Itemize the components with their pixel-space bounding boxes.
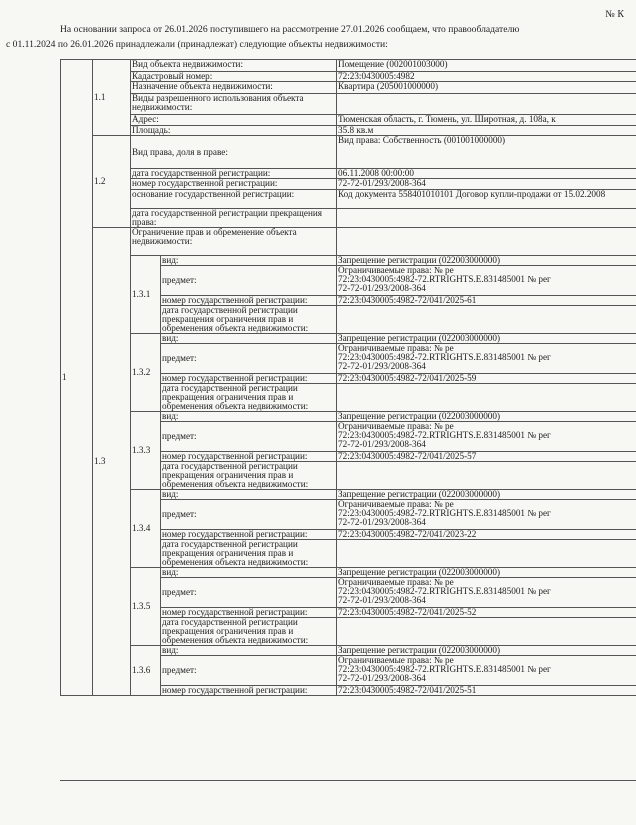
- subject-line: 72-72-01/293/2008-364: [338, 518, 426, 527]
- property-table-body: [61, 60, 636, 696]
- reg-number-value: 72:23:0430005:4982-72/041/2025-59: [337, 374, 636, 384]
- subject-value: [337, 500, 636, 530]
- end-date-value: [337, 462, 636, 490]
- field-value: [337, 209, 636, 228]
- kind-label: вид:: [161, 256, 337, 266]
- subject-line: Ограничиваемые права: № ре: [338, 266, 454, 275]
- subject-value: [337, 656, 636, 686]
- field-label: Вид права, доля в праве:: [131, 136, 337, 169]
- kind-value: Запрещение регистрации (022003000000): [337, 646, 636, 656]
- field-label: Адрес:: [131, 115, 337, 126]
- subject-value: [337, 344, 636, 374]
- subject-line: 72:23:0430005:4982-72.RTRIGHTS.E.831485001 № рег: [338, 587, 551, 596]
- field-label: дата государственной регистрации прекращения права:: [131, 209, 337, 228]
- reg-number-label: номер государственной регистрации:: [161, 608, 337, 618]
- subject-line: 72:23:0430005:4982-72.RTRIGHTS.E.831485001 № рег: [338, 509, 551, 518]
- document-number: № К: [605, 9, 624, 20]
- field-value: Помещение (002001003000): [337, 60, 636, 72]
- encumbrance-number: 1.3.3: [131, 412, 161, 490]
- subject-value: [337, 422, 636, 452]
- kind-value: Запрещение регистрации (022003000000): [337, 412, 636, 422]
- subject-line: 72:23:0430005:4982-72.RTRIGHTS.E.831485001 № рег: [338, 275, 551, 284]
- reg-number-value: 72:23:0430005:4982-72/041/2023-22: [337, 530, 636, 540]
- field-label: дата государственной регистрации:: [131, 169, 337, 179]
- end-date-value: [337, 384, 636, 412]
- field-value: 35.8 кв.м: [337, 126, 636, 136]
- reg-number-label: номер государственной регистрации:: [161, 530, 337, 540]
- intro-line-2: с 01.11.2024 по 26.01.2026 принадлежали (принадлежат) следующие объекты недвижимости:: [6, 39, 388, 50]
- end-date-label: дата государственной регистрации прекращения ограничения прав и обременения объекта недвижимости:: [161, 540, 337, 568]
- bottom-rule: [60, 780, 636, 781]
- encumbrance-title: Ограничение прав и обременение объекта недвижимости:: [131, 228, 337, 256]
- property-table: [60, 59, 636, 696]
- field-label: Кадастровый номер:: [131, 72, 337, 82]
- reg-number-value: 72:23:0430005:4982-72/041/2025-57: [337, 452, 636, 462]
- field-value: 72:23:0430005:4982: [337, 72, 636, 82]
- kind-value: Запрещение регистрации (022003000000): [337, 568, 636, 578]
- kind-label: вид:: [161, 568, 337, 578]
- section-1-1-number: 1.1: [93, 60, 131, 136]
- kind-value: Запрещение регистрации (022003000000): [337, 490, 636, 500]
- subject-line: 72-72-01/293/2008-364: [338, 674, 426, 683]
- encumbrance-number: 1.3.4: [131, 490, 161, 568]
- subject-value: [337, 266, 636, 296]
- field-label: Назначение объекта недвижимости:: [131, 82, 337, 94]
- kind-value: Запрещение регистрации (022003000000): [337, 334, 636, 344]
- subject-line: Ограничиваемые права: № ре: [338, 656, 454, 665]
- kind-value: Запрещение регистрации (022003000000): [337, 256, 636, 266]
- kind-label: вид:: [161, 412, 337, 422]
- subject-line: 72-72-01/293/2008-364: [338, 362, 426, 371]
- end-date-value: [337, 618, 636, 646]
- end-date-label: дата государственной регистрации прекращения ограничения прав и обременения объекта недвижимости:: [161, 384, 337, 412]
- reg-number-value: 72:23:0430005:4982-72/041/2025-61: [337, 296, 636, 306]
- end-date-value: [337, 306, 636, 334]
- field-value: [337, 94, 636, 115]
- reg-number-label: номер государственной регистрации:: [161, 296, 337, 306]
- row-number-1: 1: [61, 60, 93, 696]
- encumbrance-number: 1.3.2: [131, 334, 161, 412]
- field-value: 06.11.2008 00:00:00: [337, 169, 636, 179]
- field-label: номер государственной регистрации:: [131, 179, 337, 190]
- subject-line: Ограничиваемые права: № ре: [338, 578, 454, 587]
- subject-line: 72-72-01/293/2008-364: [338, 440, 426, 449]
- subject-line: Ограничиваемые права: № ре: [338, 344, 454, 353]
- encumbrance-number: 1.3.5: [131, 568, 161, 646]
- subject-line: 72:23:0430005:4982-72.RTRIGHTS.E.831485001 № рег: [338, 353, 551, 362]
- end-date-label: дата государственной регистрации прекращения ограничения прав и обременения объекта недвижимости:: [161, 462, 337, 490]
- field-value: Тюменская область, г. Тюмень, ул. Широтная, д. 108а, к: [337, 115, 636, 126]
- kind-label: вид:: [161, 646, 337, 656]
- encumbrance-number: 1.3.6: [131, 646, 161, 696]
- subject-line: 72:23:0430005:4982-72.RTRIGHTS.E.831485001 № рег: [338, 665, 551, 674]
- subject-line: 72-72-01/293/2008-364: [338, 596, 426, 605]
- field-value: Код документа 558401010101 Договор купли-продажи от 15.02.2008: [337, 190, 636, 209]
- encumbrance-title-value: [337, 228, 636, 256]
- subject-value: [337, 578, 636, 608]
- subject-label: предмет:: [161, 578, 337, 608]
- kind-label: вид:: [161, 334, 337, 344]
- subject-label: предмет:: [161, 266, 337, 296]
- reg-number-label: номер государственной регистрации:: [161, 452, 337, 462]
- end-date-value: [337, 540, 636, 568]
- field-label: основание государственной регистрации:: [131, 190, 337, 209]
- intro-line-1: На основании запроса от 26.01.2026 поступившего на рассмотрение 27.01.2026 сообщаем, что правообладателю: [60, 24, 520, 35]
- subject-line: 72-72-01/293/2008-364: [338, 284, 426, 293]
- field-value: 72-72-01/293/2008-364: [337, 179, 636, 190]
- subject-line: Ограничиваемые права: № ре: [338, 500, 454, 509]
- reg-number-label: номер государственной регистрации:: [161, 686, 337, 696]
- subject-label: предмет:: [161, 500, 337, 530]
- field-label: Площадь:: [131, 126, 337, 136]
- subject-label: предмет:: [161, 656, 337, 686]
- field-label: Виды разрешенного использования объекта недвижимости:: [131, 94, 337, 115]
- field-label: Вид объекта недвижимости:: [131, 60, 337, 72]
- end-date-label: дата государственной регистрации прекращения ограничения прав и обременения объекта недвижимости:: [161, 306, 337, 334]
- subject-line: 72:23:0430005:4982-72.RTRIGHTS.E.831485001 № рег: [338, 431, 551, 440]
- subject-label: предмет:: [161, 422, 337, 452]
- encumbrance-number: 1.3.1: [131, 256, 161, 334]
- reg-number-value: 72:23:0430005:4982-72/041/2025-52: [337, 608, 636, 618]
- field-value: Квартира (205001000000): [337, 82, 636, 94]
- section-1-3-number: 1.3: [93, 228, 131, 696]
- end-date-label: дата государственной регистрации прекращения ограничения прав и обременения объекта недвижимости:: [161, 618, 337, 646]
- field-value: Вид права: Собственность (001001000000): [337, 136, 636, 169]
- section-1-2-number: 1.2: [93, 136, 131, 228]
- subject-label: предмет:: [161, 344, 337, 374]
- subject-line: Ограничиваемые права: № ре: [338, 422, 454, 431]
- kind-label: вид:: [161, 490, 337, 500]
- reg-number-label: номер государственной регистрации:: [161, 374, 337, 384]
- reg-number-value: 72:23:0430005:4982-72/041/2025-51: [337, 686, 636, 696]
